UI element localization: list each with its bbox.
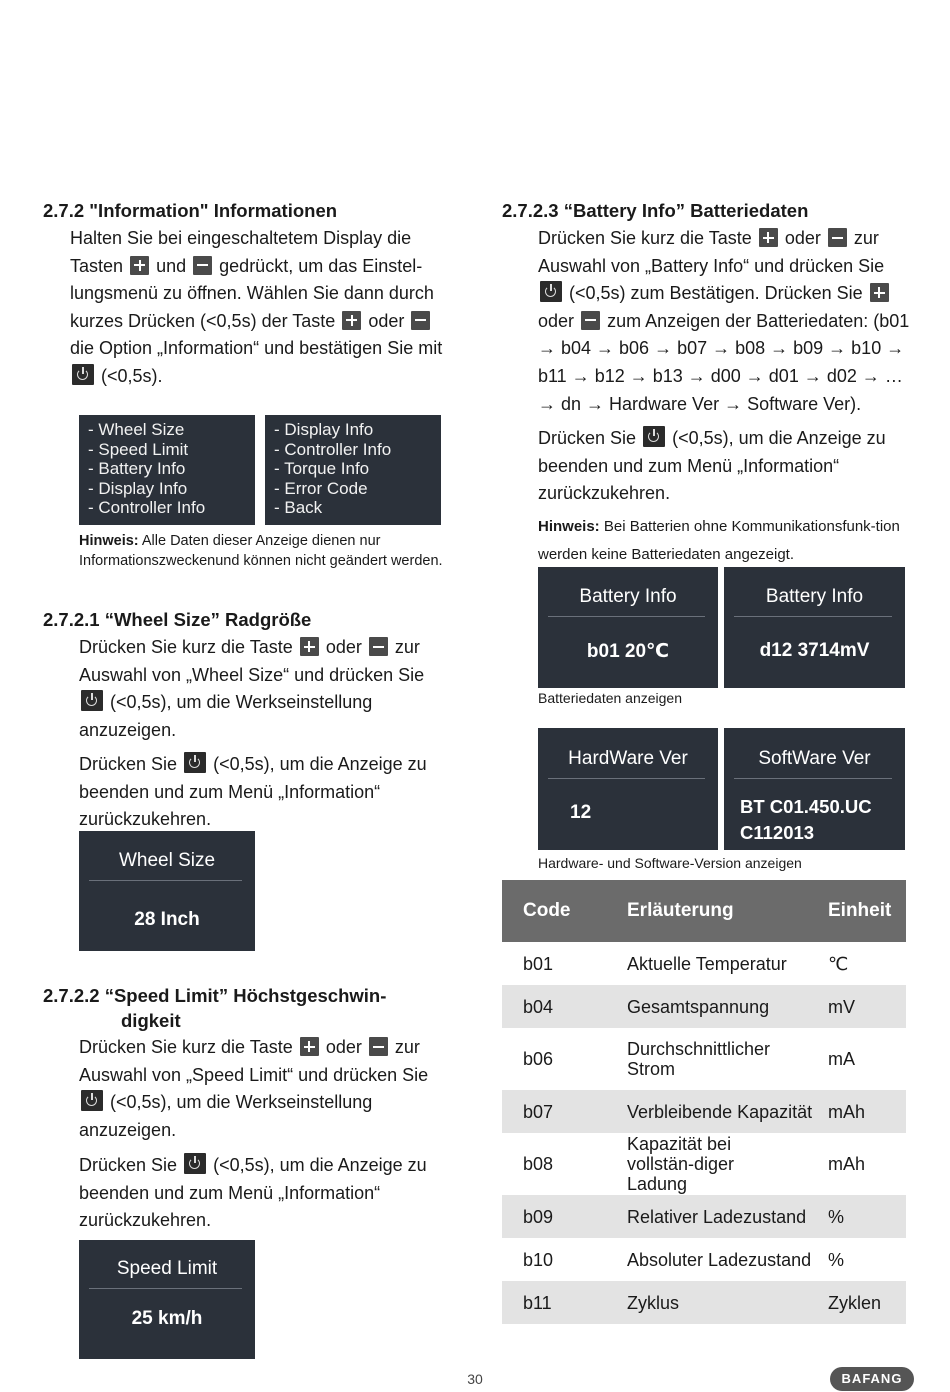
table-cell-code: b08: [523, 1154, 554, 1174]
wheel-size-paragraph: Drücken Sie kurz die Taste oder zur Auswahl von „Wheel Size“ und drücken Sie (<0,5s), um die Werkseinstellung anzuzeigen.: [79, 637, 425, 740]
battery-screens-caption: Batteriedaten anzeigen: [538, 690, 682, 706]
power-key-icon: [72, 364, 94, 385]
screen-value: 12: [570, 802, 592, 823]
section-heading-wheel-size: 2.7.2.1 “Wheel Size” Radgröße: [43, 609, 312, 630]
screen-value: b01 20℃: [586, 641, 670, 662]
table-cell-description: Kapazität bei vollstän-diger Ladung: [627, 1134, 735, 1194]
menu-item: - Back: [274, 498, 323, 517]
plus-key-icon: [342, 311, 361, 330]
screen-value: 25 km/h: [131, 1308, 203, 1329]
battery-screen-voltage: [724, 567, 905, 688]
power-key-icon: [184, 752, 206, 773]
information-note: Hinweis: Alle Daten dieser Anzeige dienen nur Informationszweckenund können nicht geändert werden.: [79, 533, 443, 569]
table-cell-unit: ℃: [828, 953, 849, 974]
table-row: [502, 1281, 906, 1324]
minus-key-icon: [193, 256, 212, 275]
table-row: [502, 1133, 906, 1195]
screen-value: 28 Inch: [134, 909, 200, 930]
bafang-logo: BAFANG: [830, 1367, 914, 1391]
table-cell-code: b11: [502, 1281, 606, 1324]
section-heading-information: 2.7.2 "Information" Informationen: [43, 200, 338, 221]
battery-screen-temp: [538, 567, 718, 688]
menu-item: - Controller Info: [274, 439, 392, 459]
hardware-version-screen: [538, 728, 718, 850]
screen-title: Battery Info: [765, 586, 864, 607]
menu-item: - Error Code: [274, 478, 368, 498]
menu-item: - Controller Info: [88, 498, 206, 517]
table-cell-description: Gesamtspannung: [606, 985, 817, 1028]
table-cell-unit: mV: [817, 985, 906, 1028]
table-cell-code: b09: [502, 1195, 606, 1238]
minus-key-icon: [828, 228, 847, 247]
screen-divider: [734, 778, 892, 779]
screen-divider: [89, 880, 242, 881]
minus-key-icon: [411, 311, 430, 330]
table-row: [502, 985, 906, 1028]
section-heading-speed-limit: 2.7.2.2 “Speed Limit” Höchstgeschwin-: [43, 985, 387, 1006]
battery-info-exit-paragraph: Drücken Sie (<0,5s), um die Anzeige zu beenden und zum Menü „Information“ zurückzukehren.: [538, 428, 886, 504]
screen-title: Speed Limit: [116, 1258, 218, 1279]
wheel-size-screen: [79, 831, 255, 951]
screen-divider: [548, 778, 705, 779]
table-row: [502, 1195, 906, 1238]
table-cell-description: Absoluter Ladezustand: [627, 1249, 812, 1270]
section-heading-speed-limit-cont: digkeit: [121, 1010, 181, 1031]
screen-divider: [548, 616, 705, 617]
information-menu-left: [79, 415, 255, 525]
menu-item: - Wheel Size: [88, 420, 185, 439]
table-cell-code: b04: [502, 985, 606, 1028]
table-header-code: Code: [502, 880, 606, 942]
table-cell-code: b10: [523, 1249, 554, 1270]
plus-key-icon: [300, 637, 319, 656]
screen-title: HardWare Ver: [568, 748, 688, 769]
table-row: [502, 942, 906, 985]
battery-info-note: Hinweis: Bei Batterien ohne Kommunikationsfunk-tion werden keine Batteriedaten angezeigt.: [538, 518, 900, 563]
minus-key-icon: [369, 637, 388, 656]
battery-data-table: [502, 880, 906, 1324]
battery-info-paragraph: Drücken Sie kurz die Taste oder zur Auswahl von „Battery Info“ und drücken Sie (<0,5s) zum Bestätigen. Drücken Sie oder zum Anzeigen der Batteriedaten: (b01 → b04 → b06 → b07 → b08 → b09 → b10 → b11 → b12 → b13 → d00 → d01 → d02 → … → dn → Hardware Ver → Software Ver).: [538, 228, 910, 414]
table-header-row: [502, 880, 906, 942]
screen-value: BT C01.450.UC C112013: [740, 796, 872, 843]
power-key-icon: [540, 281, 562, 302]
page-number: 30: [467, 1371, 483, 1387]
table-cell-unit: Zyklen: [817, 1281, 906, 1324]
table-cell-unit: mAh: [828, 1154, 866, 1174]
table-cell-description: Zyklus: [606, 1281, 817, 1324]
menu-item: - Torque Info: [274, 459, 370, 478]
screen-divider: [89, 1288, 242, 1289]
table-row: [502, 1090, 906, 1133]
information-paragraph: Halten Sie bei eingeschaltetem Display die Tasten und gedrückt, um das Einstel-lungsmenü zu öffnen. Wählen Sie dann durch kurzes Drücken (<0,5s) der Taste oder die Option „Information“ und bestätigen Sie mit (<0,5s).: [70, 228, 443, 386]
menu-item: - Display Info: [274, 420, 374, 439]
table-header-unit: Einheit: [817, 880, 906, 942]
screen-divider: [734, 616, 892, 617]
plus-key-icon: [300, 1037, 319, 1056]
table-cell-code: b06: [523, 1049, 554, 1069]
power-key-icon: [643, 426, 665, 447]
information-menu-right: [265, 415, 441, 525]
table-cell-unit: mA: [828, 1049, 855, 1069]
menu-item: - Display Info: [88, 478, 188, 498]
table-cell-description: Relativer Ladezustand: [606, 1195, 817, 1238]
table-row: [502, 1028, 906, 1090]
table-cell-description: Durchschnittlicher Strom: [627, 1039, 771, 1079]
wheel-size-exit-paragraph: Drücken Sie (<0,5s), um die Anzeige zu beenden und zum Menü „Information“ zurückzukehren.: [79, 754, 427, 830]
power-key-icon: [81, 1090, 103, 1111]
speed-limit-exit-paragraph: Drücken Sie (<0,5s), um die Anzeige zu beenden und zum Menü „Information“ zurückzukehren.: [79, 1155, 427, 1231]
table-cell-unit: mAh: [817, 1090, 906, 1133]
table-cell-description: Verbleibende Kapazität: [606, 1090, 817, 1133]
section-heading-battery-info: 2.7.2.3 “Battery Info” Batteriedaten: [502, 200, 809, 221]
minus-key-icon: [369, 1037, 388, 1056]
screen-title: SoftWare Ver: [758, 748, 871, 769]
version-screens-caption: Hardware- und Software-Version anzeigen: [538, 855, 802, 871]
plus-key-icon: [130, 256, 149, 275]
table-cell-description: Aktuelle Temperatur: [627, 953, 787, 974]
menu-item: - Speed Limit: [88, 439, 189, 459]
minus-key-icon: [581, 311, 600, 330]
plus-key-icon: [759, 228, 778, 247]
table-cell-code: b07: [502, 1090, 606, 1133]
table-cell-unit: %: [828, 1249, 845, 1270]
power-key-icon: [184, 1153, 206, 1174]
screen-value: d12 3714mV: [759, 640, 870, 661]
table-cell-code: b01: [523, 953, 554, 974]
power-key-icon: [81, 690, 103, 711]
screen-title: Battery Info: [579, 586, 677, 607]
table-row: [502, 1238, 906, 1281]
speed-limit-screen: [79, 1240, 255, 1359]
plus-key-icon: [870, 283, 889, 302]
table-header-description: Erläuterung: [606, 880, 817, 942]
software-version-screen: [724, 728, 905, 850]
speed-limit-paragraph: Drücken Sie kurz die Taste oder zur Auswahl von „Speed Limit“ und drücken Sie (<0,5s), um die Werkseinstellung anzuzeigen.: [79, 1037, 429, 1140]
menu-item: - Battery Info: [88, 459, 186, 478]
table-cell-unit: %: [817, 1195, 906, 1238]
screen-title: Wheel Size: [118, 850, 216, 871]
